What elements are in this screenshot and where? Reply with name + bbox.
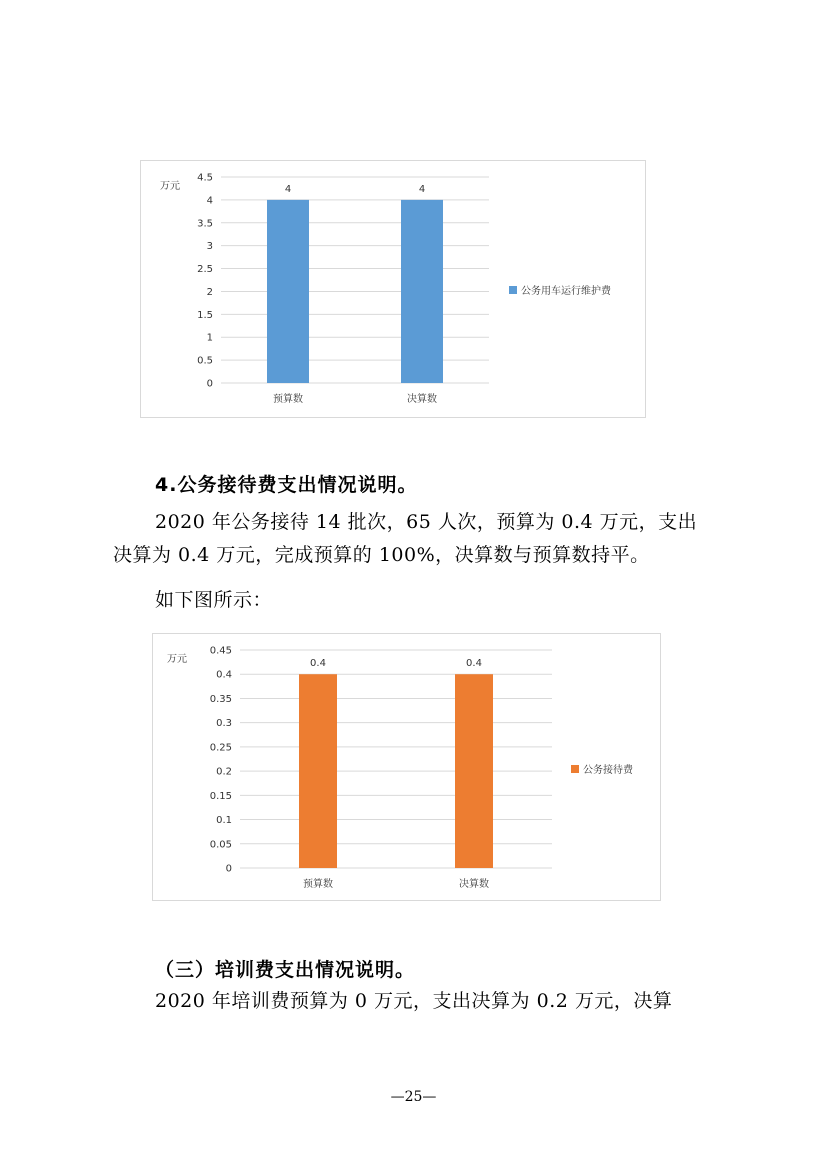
page-number: —25— <box>390 1089 437 1105</box>
data-label: 4 <box>418 183 426 195</box>
y-tick-label: 2 <box>206 286 213 298</box>
legend-label: 公务接待费 <box>583 765 633 776</box>
x-category-label: 预算数 <box>273 394 303 405</box>
section4-paragraph-line1: 2020 年公务接待 14 批次，65 人次，预算为 0.4 万元，支出 <box>155 511 698 533</box>
y-tick-label: 0.1 <box>216 815 232 827</box>
section3-paragraph-line1: 2020 年培训费预算为 0 万元，支出决算为 0.2 万元，决算 <box>155 990 673 1012</box>
bar-final <box>455 674 493 868</box>
legend-swatch <box>571 765 579 773</box>
vehicle-cost-chart <box>140 160 646 418</box>
section4-heading: 4.公务接待费支出情况说明。 <box>155 474 418 496</box>
y-tick-label: 4 <box>206 195 213 207</box>
y-tick-label: 0.4 <box>216 669 232 681</box>
y-tick-label: 0.05 <box>209 839 232 851</box>
y-tick-label: 4.5 <box>197 172 213 184</box>
y-tick-label: 1 <box>206 332 213 344</box>
data-label: 0.4 <box>466 658 482 670</box>
y-tick-label: 0.2 <box>216 766 232 778</box>
bar-final <box>401 200 443 383</box>
reception-cost-chart-svg <box>153 634 660 900</box>
y-tick-label: 0.35 <box>209 693 232 705</box>
y-tick-label: 0.45 <box>209 645 232 657</box>
y-tick-label: 3 <box>206 241 213 253</box>
bar-budget <box>267 200 309 383</box>
section3-heading: （三）培训费支出情况说明。 <box>155 959 416 981</box>
y-tick-label: 0 <box>206 378 213 390</box>
data-label: 0.4 <box>310 658 326 670</box>
y-unit-label: 万元 <box>160 181 180 192</box>
y-unit-label: 万元 <box>167 654 187 665</box>
y-tick-label: 1.5 <box>197 309 213 321</box>
legend-swatch <box>509 286 517 294</box>
vehicle-cost-chart-svg <box>141 161 645 417</box>
y-tick-label: 0.15 <box>209 790 232 802</box>
y-tick-label: 0 <box>225 863 232 875</box>
y-tick-label: 0.25 <box>209 742 232 754</box>
y-tick-label: 0.3 <box>216 718 232 730</box>
data-label: 4 <box>284 183 292 195</box>
y-tick-label: 0.5 <box>197 355 213 367</box>
y-tick-label: 3.5 <box>197 218 213 230</box>
x-category-label: 决算数 <box>407 394 437 405</box>
x-category-label: 预算数 <box>303 879 333 890</box>
reception-cost-chart <box>152 633 661 901</box>
section4-paragraph-line2: 决算为 0.4 万元，完成预算的 100%，决算数与预算数持平。 <box>113 544 650 566</box>
legend-label: 公务用车运行维护费 <box>521 286 611 297</box>
bar-budget <box>299 674 337 868</box>
y-tick-label: 2.5 <box>197 264 213 276</box>
figure-intro: 如下图所示： <box>155 589 273 611</box>
x-category-label: 决算数 <box>459 879 489 890</box>
